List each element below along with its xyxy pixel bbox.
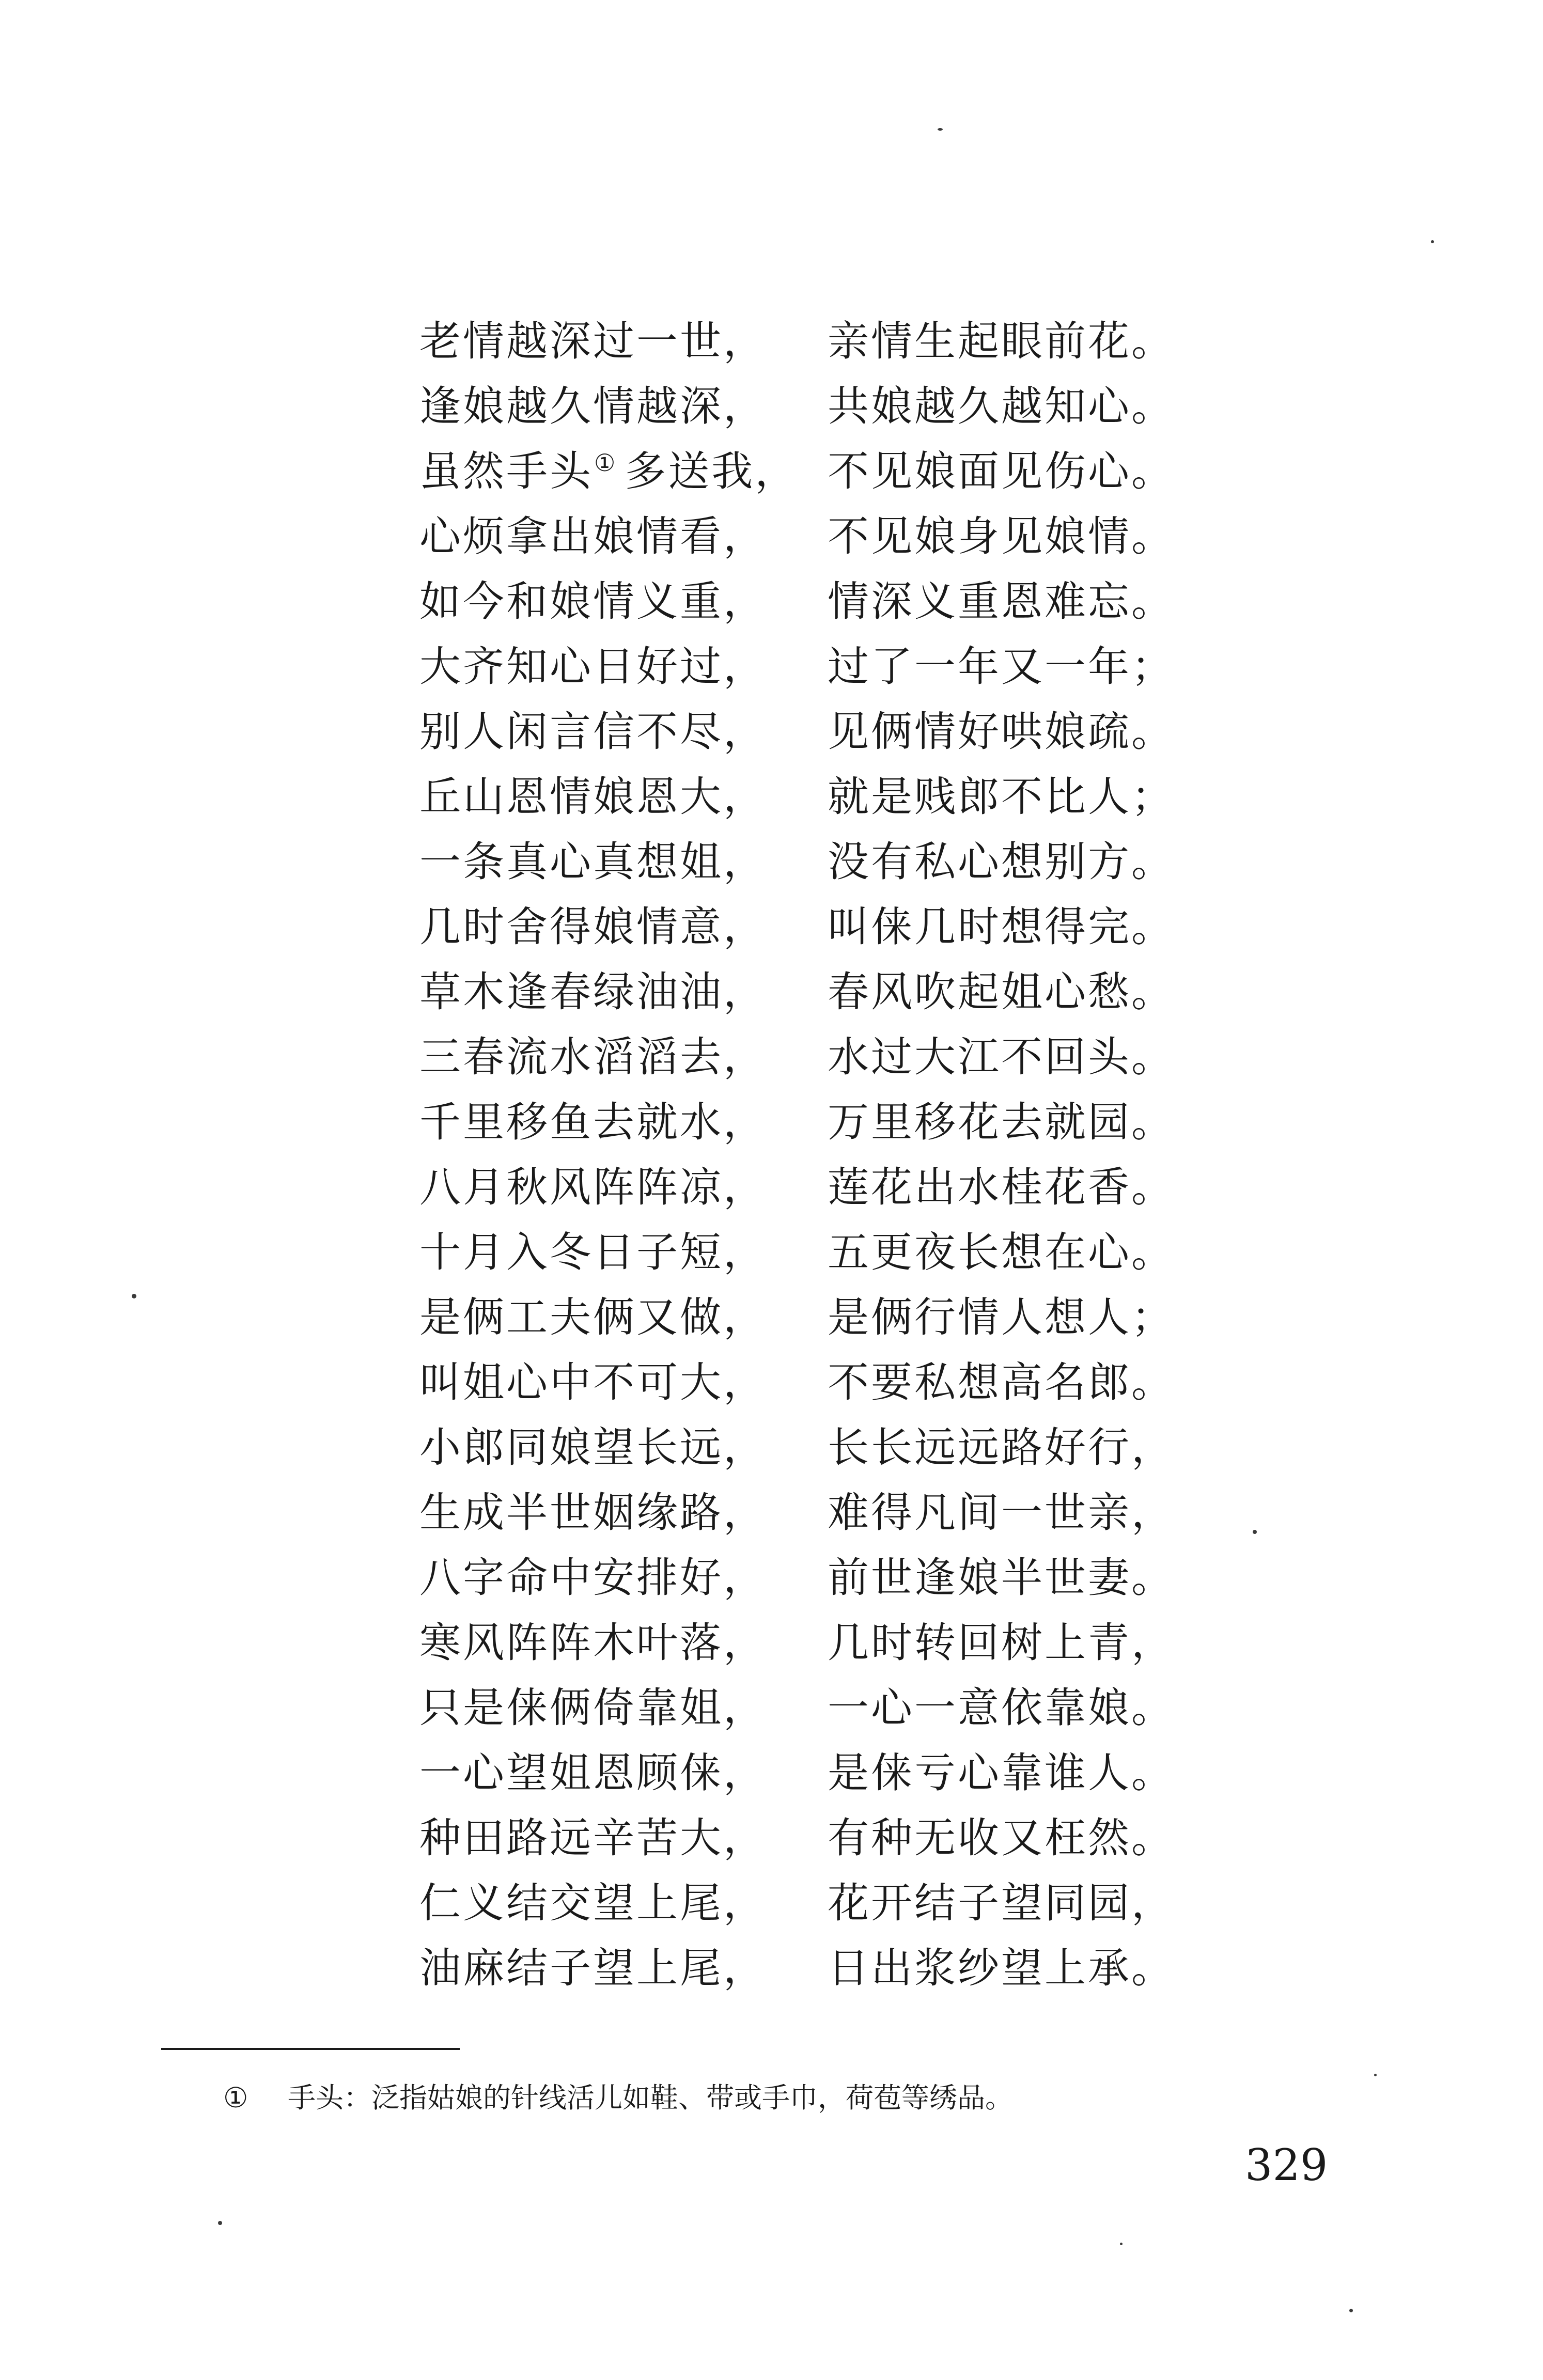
footnote-reference-marker: ①: [594, 449, 618, 477]
poem-line: [419, 1090, 1194, 1155]
poem-line-first-half: 如今和娘情义重，: [419, 577, 767, 625]
poem-line: [419, 634, 1194, 699]
poem-line-second-half: 水过大江不回头。: [828, 1033, 1175, 1081]
poem-line-first-half: [419, 447, 828, 495]
poem-line-second-half: 见俩情好哄娘疏。: [828, 708, 1175, 756]
scan-speck: [218, 2221, 222, 2225]
poem-line-first-half-end: 多送我，: [625, 447, 799, 495]
poem-line-second-half: 春风吹起姐心愁。: [828, 968, 1175, 1016]
scan-speck: [1349, 2309, 1353, 2312]
poem-line-second-half: 前世逢娘半世妻。: [828, 1554, 1175, 1602]
poem-line-second-half: 是俩行情人想人；: [828, 1293, 1175, 1341]
poem-line-first-half: 是俩工夫俩又做，: [419, 1293, 767, 1341]
poem-line-second-half: 不见娘身见娘情。: [828, 512, 1175, 560]
poem-line: [419, 1545, 1194, 1610]
poem-line-second-half: 莲花出水桂花香。: [828, 1163, 1175, 1211]
poem-line-second-half: 五更夜长想在心。: [828, 1228, 1175, 1276]
poem-line-first-half: 别人闲言信不尽，: [419, 708, 767, 756]
poem-line: [419, 1350, 1194, 1415]
poem-line: [419, 1610, 1194, 1676]
scan-speck: [1374, 2074, 1377, 2076]
scan-speck: [132, 1294, 136, 1298]
poem-line-second-half: 几时转回树上青，: [828, 1619, 1175, 1667]
poem-line-second-half: 过了一年又一年；: [828, 643, 1175, 691]
poem-line-first-half: 种田路远辛苦大，: [419, 1814, 767, 1862]
poem-line-first-half: 八字命中安排好，: [419, 1554, 767, 1602]
footnote-divider: [161, 2048, 460, 2050]
poem-line: [419, 1741, 1194, 1806]
poem-line-first-half: 草木逢春绿油油，: [419, 968, 767, 1016]
poem-line-first-half: 千里移鱼去就水，: [419, 1098, 767, 1146]
poem-line-second-half: 长长远远路好行，: [828, 1423, 1175, 1471]
poem-line-first-half: 逢娘越久情越深，: [419, 382, 767, 430]
page-number: 329: [1245, 2140, 1328, 2190]
scan-speck: [1253, 1530, 1257, 1534]
poem-line-second-half: 是俫亏心靠谁人。: [828, 1749, 1175, 1797]
poem-line-second-half: 有种无收又枉然。: [828, 1814, 1175, 1862]
poem-line-first-half: 小郎同娘望长远，: [419, 1423, 767, 1471]
poem-line: [419, 1480, 1194, 1545]
poem-line: [419, 1285, 1194, 1350]
poem-line-second-half: 不见娘面见伤心。: [828, 447, 1175, 495]
footnote-marker: ①: [223, 2081, 248, 2114]
poem-line: [419, 439, 1194, 504]
scan-speck: [1120, 2243, 1123, 2245]
poem-line: [419, 374, 1194, 439]
poem-line-first-half: 仁义结交望上尾，: [419, 1879, 767, 1927]
poem-line-second-half: 就是贱郎不比人；: [828, 773, 1175, 821]
poem-line-first-half-start: 虽然手头: [419, 447, 593, 495]
poem-line: [419, 1806, 1194, 1871]
poem-line-first-half: 几时舍得娘情意，: [419, 903, 767, 951]
footnote: [223, 2081, 1013, 2114]
poem-line: [419, 1025, 1194, 1090]
poem-line-first-half: 三春流水滔滔去，: [419, 1033, 767, 1081]
poem-line: [419, 1936, 1194, 2001]
poem-line-second-half: 难得凡间一世亲，: [828, 1489, 1175, 1537]
poem-line-second-half: 花开结子望同园，: [828, 1879, 1175, 1927]
poem-line: [419, 895, 1194, 960]
poem-line: [419, 1220, 1194, 1285]
scan-speck: [938, 128, 943, 131]
scan-speck: [1431, 240, 1434, 243]
poem-line-first-half: 叫姐心中不可大，: [419, 1358, 767, 1406]
poem-line-second-half: 情深义重恩难忘。: [828, 577, 1175, 625]
poem-line: [419, 504, 1194, 569]
poem-line-first-half: 生成半世姻缘路，: [419, 1489, 767, 1537]
poem-line-second-half: 万里移花去就园。: [828, 1098, 1175, 1146]
footnote-text: 手头：泛指姑娘的针线活儿如鞋、带或手巾，荷苞等绣品。: [288, 2081, 1013, 2114]
poem-line-first-half: 只是俫俩倚靠姐，: [419, 1684, 767, 1732]
poem-line: [419, 829, 1194, 895]
poem-line-first-half: 老情越深过一世，: [419, 317, 767, 365]
poem-line-second-half: 共娘越久越知心。: [828, 382, 1175, 430]
poem-line-second-half: 日出浆纱望上承。: [828, 1944, 1175, 1992]
poem-line: [419, 764, 1194, 829]
poem-line-first-half: 寒风阵阵木叶落，: [419, 1619, 767, 1667]
poem-line-first-half: 八月秋风阵阵凉，: [419, 1163, 767, 1211]
poem-line-first-half: 十月入冬日子短，: [419, 1228, 767, 1276]
poem-line-second-half: 一心一意依靠娘。: [828, 1684, 1175, 1732]
poem-body: [419, 309, 1194, 2001]
poem-line: [419, 569, 1194, 634]
poem-line-first-half: 油麻结子望上尾，: [419, 1944, 767, 1992]
poem-line: [419, 699, 1194, 764]
poem-line: [419, 1155, 1194, 1220]
poem-line-first-half: 大齐知心日好过，: [419, 643, 767, 691]
poem-line-second-half: 亲情生起眼前花。: [828, 317, 1175, 365]
poem-line-first-half: 一条真心真想姐，: [419, 838, 767, 886]
poem-line-first-half: 一心望姐恩顾俫，: [419, 1749, 767, 1797]
poem-line-second-half: 叫俫几时想得完。: [828, 903, 1175, 951]
poem-line-second-half: 没有私心想别方。: [828, 838, 1175, 886]
poem-line: [419, 1415, 1194, 1480]
poem-line: [419, 309, 1194, 374]
poem-line-first-half: 心烦拿出娘情看，: [419, 512, 767, 560]
poem-line: [419, 1676, 1194, 1741]
poem-line-second-half: 不要私想高名郎。: [828, 1358, 1175, 1406]
poem-line-first-half: 丘山恩情娘恩大，: [419, 773, 767, 821]
poem-line: [419, 1871, 1194, 1936]
poem-line: [419, 960, 1194, 1025]
